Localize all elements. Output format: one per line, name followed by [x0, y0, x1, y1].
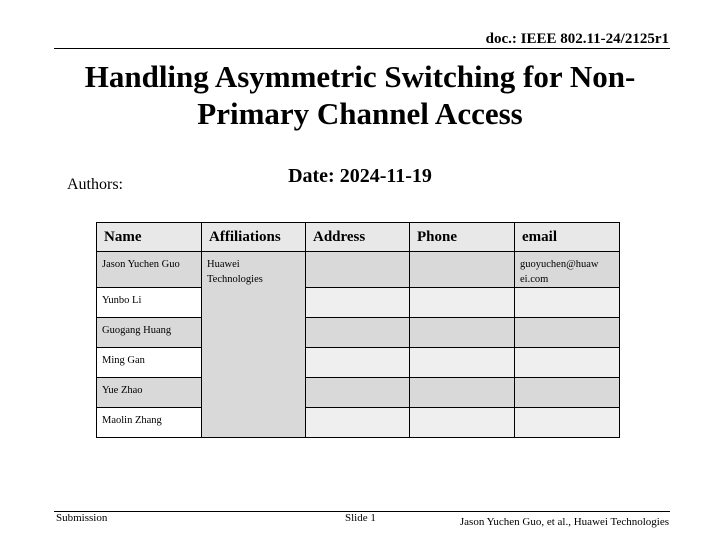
- slide-title-line-2: Primary Channel Access: [197, 96, 523, 131]
- document-id: doc.: IEEE 802.11-24/2125r1: [485, 31, 669, 47]
- slide-title-line-1: Handling Asymmetric Switching for Non-: [84, 59, 636, 94]
- author-email-line-1: guoyuchen@huaw: [520, 259, 599, 270]
- table-row: [97, 408, 620, 438]
- author-email: [515, 408, 620, 438]
- footer-authors: Jason Yuchen Guo, et al., Huawei Technologies: [459, 516, 669, 528]
- author-address: [306, 408, 410, 438]
- date-text: Date: 2024-11-19: [288, 165, 432, 187]
- table-row: [97, 318, 620, 348]
- author-email: [515, 348, 620, 378]
- author-name: Jason Yuchen Guo: [97, 252, 202, 288]
- authors-label: Authors:: [67, 176, 123, 193]
- affiliation-line-1: Huawei: [207, 259, 240, 270]
- author-address: [306, 318, 410, 348]
- author-name: Maolin Zhang: [97, 408, 202, 438]
- author-name: Guogang Huang: [97, 318, 202, 348]
- author-email: [515, 288, 620, 318]
- author-email: [515, 378, 620, 408]
- author-phone: [410, 378, 515, 408]
- authors-table: [96, 222, 620, 438]
- author-email-line-2: ei.com: [520, 274, 549, 285]
- author-address: [306, 288, 410, 318]
- author-email: [515, 252, 620, 288]
- author-name: Ming Gan: [97, 348, 202, 378]
- table-header-row: [97, 223, 620, 252]
- column-header-affiliations: Affiliations: [202, 223, 306, 252]
- author-phone: [410, 348, 515, 378]
- author-phone: [410, 408, 515, 438]
- author-address: [306, 378, 410, 408]
- author-email: [515, 318, 620, 348]
- slide-title: [40, 58, 680, 132]
- table-row: [97, 252, 620, 288]
- table-row: [97, 288, 620, 318]
- author-address: [306, 252, 410, 288]
- affiliation-cell: [202, 252, 306, 438]
- header-divider: [54, 48, 670, 49]
- column-header-address: Address: [306, 223, 410, 252]
- author-phone: [410, 252, 515, 288]
- column-header-phone: Phone: [410, 223, 515, 252]
- column-header-email: email: [515, 223, 620, 252]
- affiliation-line-2: Technologies: [207, 274, 263, 285]
- footer-slide-number: Slide 1: [345, 512, 376, 524]
- footer-submission: Submission: [56, 512, 108, 524]
- table-row: [97, 348, 620, 378]
- author-address: [306, 348, 410, 378]
- column-header-name: Name: [97, 223, 202, 252]
- author-name: Yunbo Li: [97, 288, 202, 318]
- author-name: Yue Zhao: [97, 378, 202, 408]
- table-row: [97, 378, 620, 408]
- author-phone: [410, 318, 515, 348]
- author-phone: [410, 288, 515, 318]
